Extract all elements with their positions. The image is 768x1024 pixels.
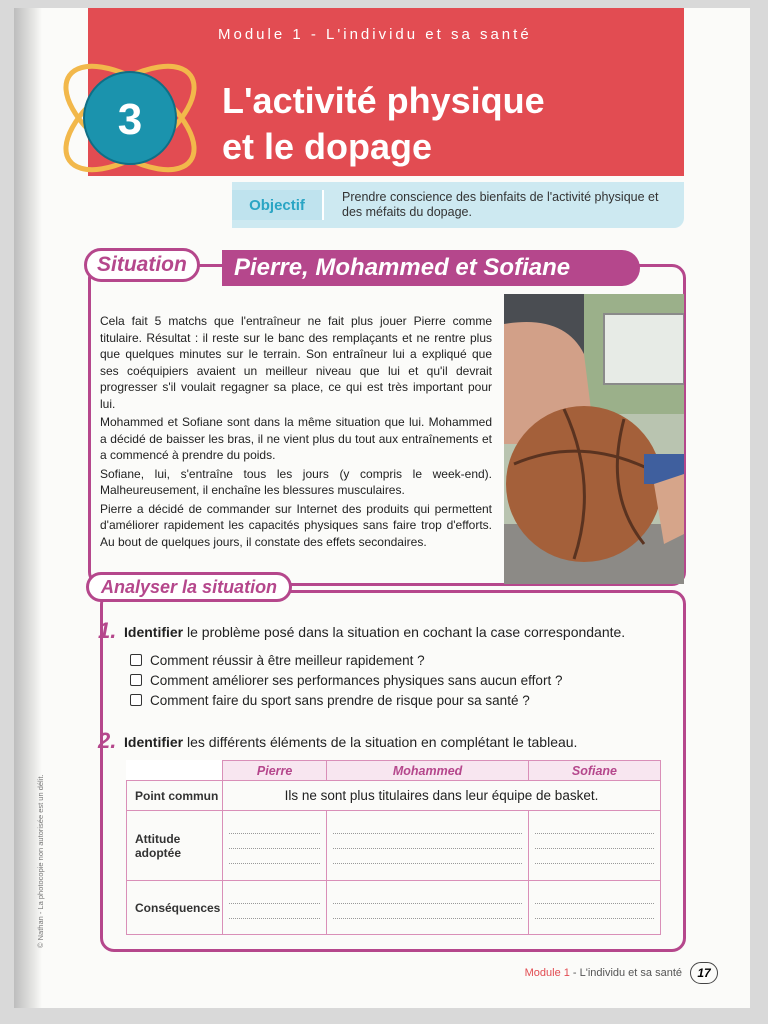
footer-module: Module 1 (524, 967, 570, 979)
choice-label: Comment réussir à être meilleur rapidement ? (150, 652, 425, 668)
question-verb: Identifier (124, 734, 184, 750)
choice-label: Comment faire du sport sans prendre de risque pour sa santé ? (150, 692, 530, 708)
analysis-tag: Analyser la situation (86, 572, 292, 602)
table-row (127, 811, 661, 881)
table-row (127, 781, 661, 811)
copyright-notice: © Nathan - La photocopie non autorisée est un délit. (36, 774, 45, 948)
table-corner (127, 761, 223, 781)
objective-panel (232, 182, 684, 228)
row-header: Point commun (127, 781, 223, 811)
situation-heading: Pierre, Mohammed et Sofiane (222, 250, 640, 286)
question-number: 1. (98, 618, 117, 643)
question-text: les différents éléments de la situation en complétant le tableau. (183, 734, 578, 750)
choice-item[interactable] (130, 670, 562, 690)
checkbox[interactable] (130, 694, 142, 706)
situation-paragraph: Cela fait 5 matchs que l'entraîneur ne fait plus jouer Pierre comme titulaire. Résultat : il reste sur le banc des remplaçants et ne rentre plus que quelques minutes sur le terrain. Son entraîneur lui a expliqué que ses coéquipiers avaient un meilleur niveau que lui et qu'il devrait progresser s'il voulait regagner sa place, ce qui est très important pour lui. (100, 314, 492, 411)
footer-subtitle: - L'individu et sa santé (572, 967, 682, 979)
basketball-photo (504, 294, 684, 584)
column-header-sofiane: Sofiane (528, 761, 660, 781)
objective-text: Prendre conscience des bienfaits de l'activité physique et des méfaits du dopage. (342, 190, 659, 219)
question-2 (124, 734, 577, 750)
situation-paragraph: Mohammed et Sofiane sont dans la même situation que lui. Mohammed a décidé de baisser les bras, il ne vient plus du tout aux entraînements et a commencé à prendre du poids. (100, 415, 492, 462)
situation-tag: Situation (84, 248, 200, 282)
chapter-title (222, 78, 545, 170)
table-row (127, 881, 661, 935)
choice-item[interactable] (130, 690, 562, 710)
choice-item[interactable] (130, 650, 562, 670)
checkbox[interactable] (130, 654, 142, 666)
choice-list (130, 650, 562, 710)
answer-cell[interactable] (223, 881, 327, 935)
answer-cell[interactable] (327, 811, 529, 881)
row-header: Conséquences (127, 881, 223, 935)
answer-cell[interactable] (528, 811, 660, 881)
chapter-number: 3 (117, 95, 143, 144)
row-header-line: adoptée (135, 845, 182, 860)
situation-text (100, 313, 492, 552)
answer-cell[interactable] (528, 881, 660, 935)
table-header-row (127, 761, 661, 781)
objective-label: Objectif (232, 190, 324, 220)
choice-label: Comment améliorer ses performances physiques sans aucun effort ? (150, 672, 563, 688)
answer-cell[interactable] (327, 881, 529, 935)
page-footer (525, 962, 718, 984)
question-text: le problème posé dans la situation en cochant la case correspondante. (183, 624, 626, 640)
common-point-cell: Ils ne sont plus titulaires dans leur équipe de basket. (223, 781, 661, 811)
column-header-pierre: Pierre (223, 761, 327, 781)
situation-table (126, 760, 661, 935)
row-header (127, 811, 223, 881)
row-header-line: Attitude (135, 831, 181, 846)
question-verb: Identifier (124, 624, 184, 640)
chapter-ring-icon (50, 38, 210, 198)
chapter-title-line1: L'activité physique (222, 80, 545, 121)
chapter-title-line2: et le dopage (222, 126, 433, 167)
situation-paragraph: Pierre a décidé de commander sur Internet des produits qui permettent d'améliorer rapidement les capacités physiques sans faire trop d'efforts. Au bout de quelques jours, il constate des effets secondaires. (100, 501, 492, 549)
question-1 (124, 624, 625, 640)
question-number: 2. (98, 728, 117, 753)
page-number: 17 (690, 962, 718, 984)
situation-paragraph: Sofiane, lui, s'entraîne tous les jours (y compris le week-end). Malheureusement, il enchaîne les blessures musculaires. (100, 466, 492, 497)
answer-cell[interactable] (223, 811, 327, 881)
checkbox[interactable] (130, 674, 142, 686)
module-line: Module 1 - L'individu et sa santé (218, 26, 532, 43)
column-header-mohammed: Mohammed (327, 761, 529, 781)
